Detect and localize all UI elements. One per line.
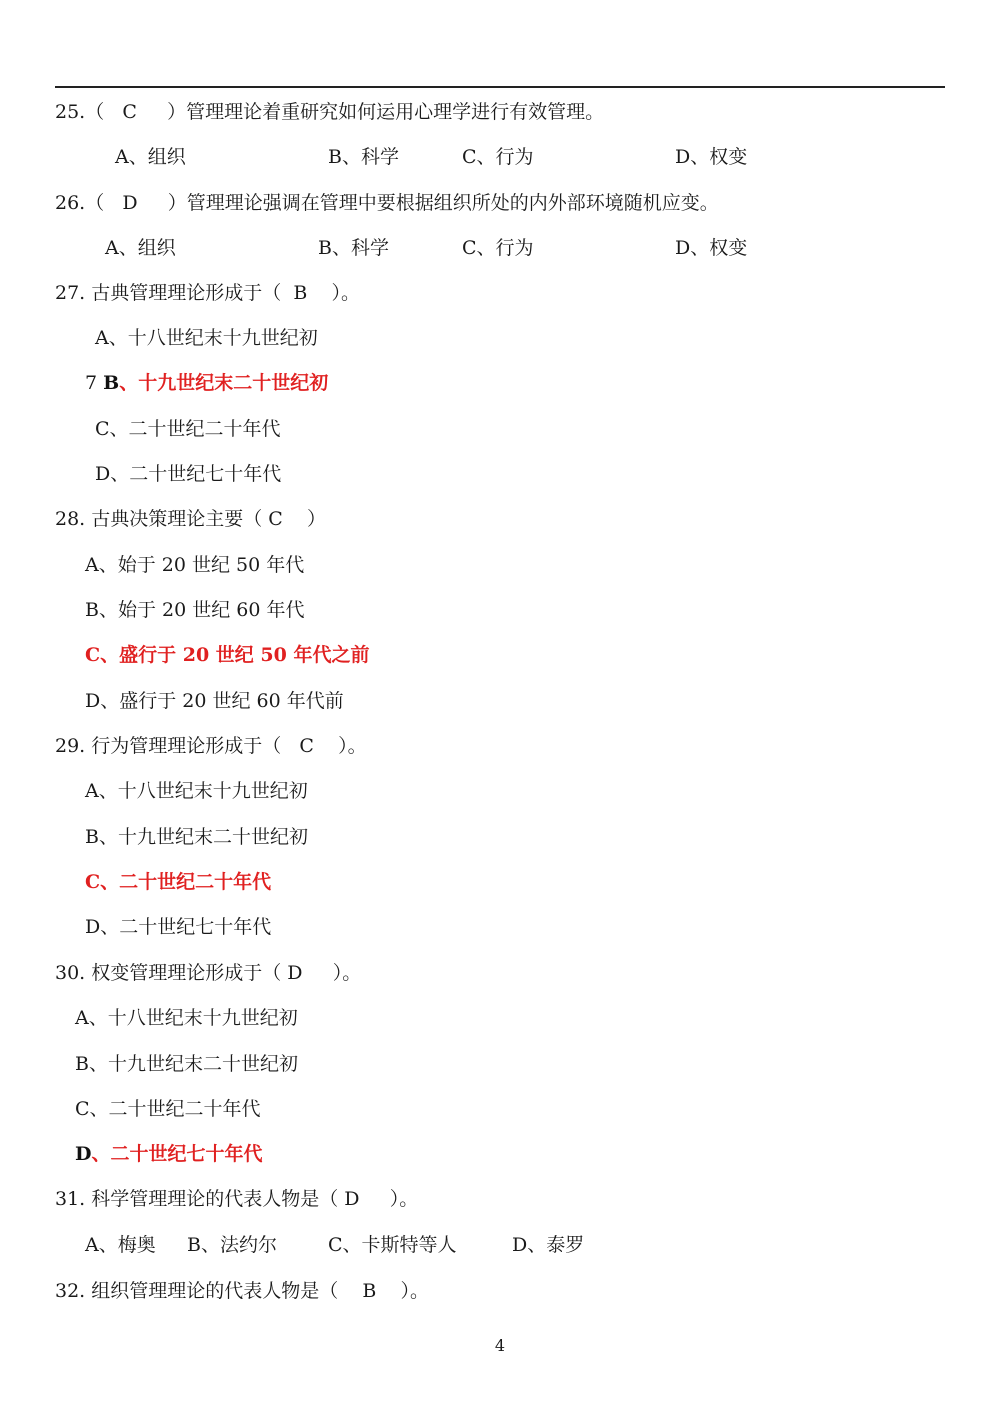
question-28-option-a: A、始于 20 世纪 50 年代 — [85, 554, 305, 576]
question-26-option-c: C、行为 — [462, 237, 534, 259]
question-30-stem: 30. 权变管理理论形成于（ D ）。 — [55, 962, 362, 984]
question-27-option-c: C、二十世纪二十年代 — [95, 418, 281, 440]
question-26-option-b: B、科学 — [318, 237, 389, 259]
question-29-option-b: B、十九世纪末二十世纪初 — [85, 826, 308, 848]
question-29-option-a: A、十八世纪末十九世纪初 — [85, 780, 308, 802]
option-letter: B — [103, 372, 120, 394]
question-27-option-d: D、二十世纪七十年代 — [95, 463, 282, 485]
question-31-option-d: D、泰罗 — [512, 1234, 585, 1256]
question-26-option-a: A、组织 — [105, 237, 176, 259]
stray-mark: 7 — [85, 372, 104, 394]
question-28-option-d: D、盛行于 20 世纪 60 年代前 — [85, 690, 344, 712]
question-25-option-d: D、权变 — [675, 146, 748, 168]
page-number: 4 — [494, 1336, 506, 1355]
question-26-stem: 26.（ D ）管理理论强调在管理中要根据组织所处的内外部环境随机应变。 — [55, 192, 719, 214]
correct-answer-text: 、十九世纪末二十世纪初 — [119, 372, 329, 394]
question-30-option-b: B、十九世纪末二十世纪初 — [75, 1053, 298, 1075]
question-28-stem: 28. 古典决策理论主要（ C ） — [55, 508, 326, 530]
question-30-option-a: A、十八世纪末十九世纪初 — [75, 1007, 298, 1029]
correct-answer-text: 、二十世纪七十年代 — [91, 1143, 263, 1165]
question-31-option-a: A、梅奥 — [85, 1234, 156, 1256]
question-29-option-d: D、二十世纪七十年代 — [85, 916, 272, 938]
question-27-stem: 27. 古典管理理论形成于（ B ）。 — [55, 282, 360, 304]
question-30-option-c: C、二十世纪二十年代 — [75, 1098, 261, 1120]
question-31-option-c: C、卡斯特等人 — [328, 1234, 457, 1256]
question-28-option-c-correct: C、盛行于 20 世纪 50 年代之前 — [85, 644, 370, 666]
header-rule — [55, 86, 945, 88]
question-28-option-b: B、始于 20 世纪 60 年代 — [85, 599, 305, 621]
question-31-stem: 31. 科学管理理论的代表人物是（ D ）。 — [55, 1188, 419, 1210]
question-26-option-d: D、权变 — [675, 237, 748, 259]
question-25-stem: 25.（ C ）管理理论着重研究如何运用心理学进行有效管理。 — [55, 101, 605, 123]
question-27-option-a: A、十八世纪末十九世纪初 — [95, 327, 318, 349]
question-30-option-d — [75, 1142, 263, 1166]
option-letter: D — [75, 1143, 92, 1165]
question-31-option-b: B、法约尔 — [187, 1234, 277, 1256]
question-32-stem: 32. 组织管理理论的代表人物是（ B ）。 — [55, 1280, 430, 1302]
question-29-option-c-correct: C、二十世纪二十年代 — [85, 871, 272, 893]
question-25-option-b: B、科学 — [328, 146, 399, 168]
question-29-stem: 29. 行为管理理论形成于（ C ）。 — [55, 735, 367, 757]
question-27-option-b — [85, 371, 328, 395]
question-25-option-c: C、行为 — [462, 146, 534, 168]
question-25-option-a: A、组织 — [115, 146, 186, 168]
